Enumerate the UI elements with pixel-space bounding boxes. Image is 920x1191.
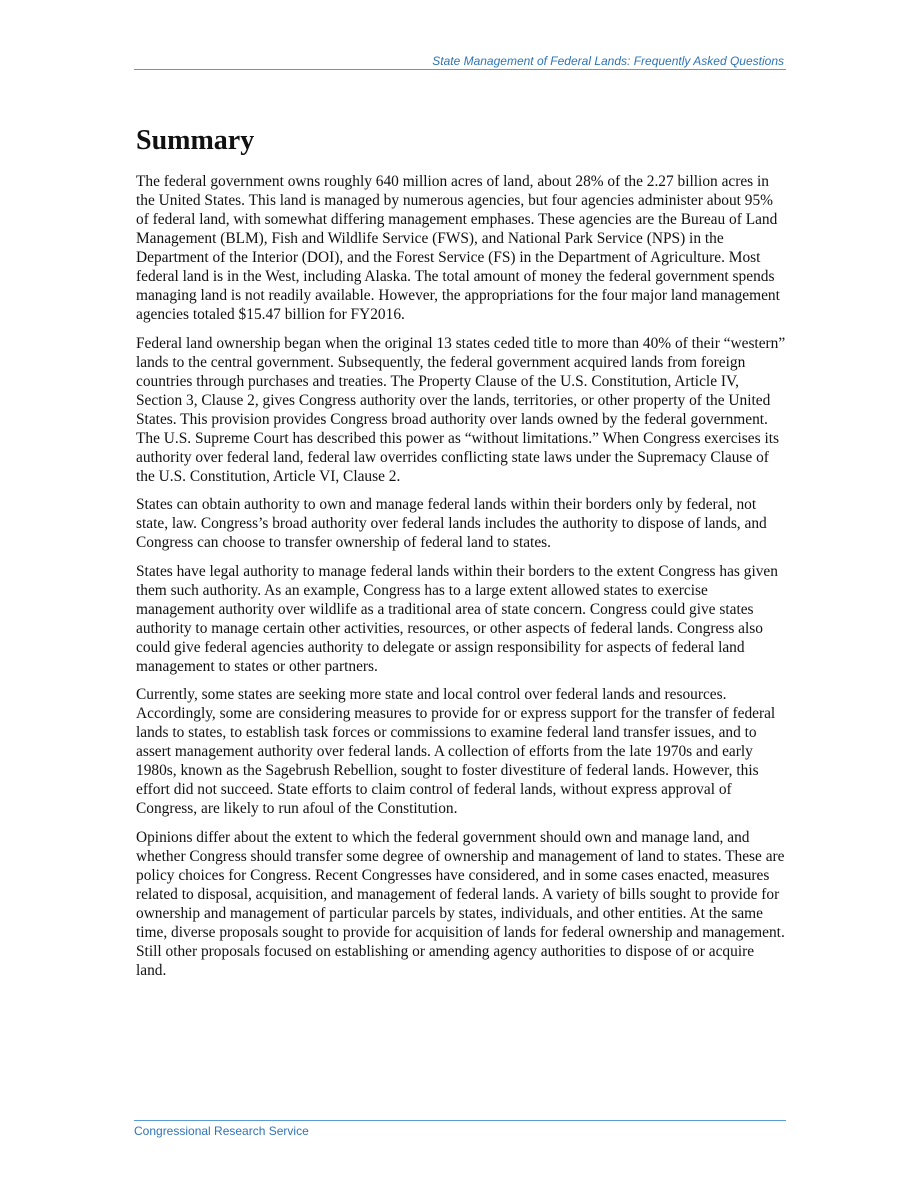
summary-paragraph-1: The federal government owns roughly 640 million acres of land, about 28% of the 2.27 billion acres in the United States. This land is managed by numerous agencies, but four agencies administer about 95% of federal land, with somewhat differing management emphases. These agencies are the Bureau of Land Management (BLM), Fish and Wildlife Service (FWS), and National Park Service (NPS) in the Department of the Interior (DOI), and the Forest Service (FS) in the Department of Agriculture. Most federal land is in the West, including Alaska. The total amount of money the federal government spends managing land is not readily available. However, the appropriations for the four major land management agencies totaled $15.47 billion for FY2016. (136, 173, 780, 323)
summary-paragraph-5: Currently, some states are seeking more state and local control over federal lands and resources. Accordingly, some are considering measures to provide for or express support for the transfer of federal lands to states, to establish task forces or commissions to examine federal land transfer issues, and to assert management authority over federal lands. A collection of efforts from the late 1970s and early 1980s, known as the Sagebrush Rebellion, sought to foster divestiture of federal lands. However, this effort did not succeed. State efforts to claim control of federal lands, without express approval of Congress, are likely to run afoul of the Constitution. (136, 686, 776, 817)
footer-organization: Congressional Research Service (134, 1124, 309, 1138)
summary-paragraph-3: States can obtain authority to own and manage federal lands within their borders only by federal, not state, law. Congress’s broad authority over federal lands includes the authority to dispose of lands, and Congress can choose to transfer ownership of federal land to states. (136, 496, 767, 551)
running-header-title: State Management of Federal Lands: Frequently Asked Questions (432, 54, 784, 68)
section-title: Summary (136, 125, 255, 156)
summary-paragraph-4: States have legal authority to manage federal lands within their borders to the extent Congress has given them such authority. As an example, Congress has to a large extent allowed states to exercise management authority over wildlife as a traditional area of state concern. Congress could give states authority to manage certain other activities, resources, or other aspects of federal lands. Congress also could give federal agencies authority to delegate or assign responsibility for aspects of federal land management to states or other partners. (136, 562, 778, 675)
running-footer (134, 1120, 786, 1139)
summary-paragraph-6: Opinions differ about the extent to which the federal government should own and manage land, and whether Congress should transfer some degree of ownership and management of land to states. These are policy choices for Congress. Recent Congresses have considered, and in some cases enacted, measures related to disposal, acquisition, and management of federal lands. A variety of bills sought to provide for ownership and management of particular parcels by states, individuals, and other entities. At the same time, diverse proposals sought to provide for acquisition of lands for federal ownership and management. Still other proposals focused on establishing or amending agency authorities to dispose of or acquire land. (136, 828, 785, 979)
page-content (136, 122, 788, 989)
summary-paragraph-2: Federal land ownership began when the original 13 states ceded title to more than 40% of their “western” lands to the central government. Subsequently, the federal government acquired lands from foreign countries through purchases and treaties. The Property Clause of the U.S. Constitution, Article IV, Section 3, Clause 2, gives Congress authority over the lands, territories, or other property of the United States. This provision provides Congress broad authority over lands owned by the federal government. The U.S. Supreme Court has described this power as “without limitations.” When Congress exercises its authority over federal land, federal law overrides conflicting state laws under the Supremacy Clause of the U.S. Constitution, Article VI, Clause 2. (136, 334, 786, 485)
running-header (134, 54, 786, 70)
